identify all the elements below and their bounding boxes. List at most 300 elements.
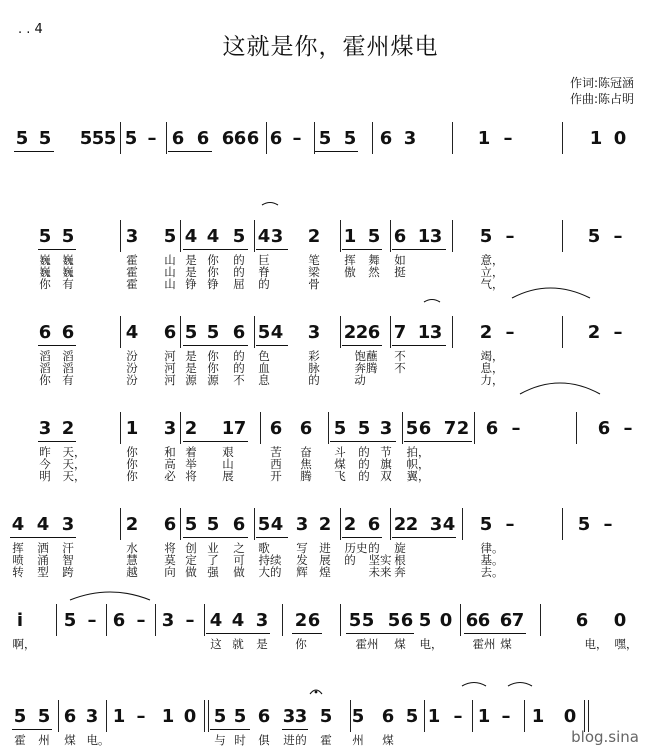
note: –	[505, 322, 515, 343]
lyric-syllable: 汾	[126, 349, 138, 363]
note: 5	[405, 706, 419, 727]
note: 3	[429, 322, 443, 343]
lyric-syllable: 举	[185, 457, 197, 471]
note: 1	[427, 706, 441, 727]
lyric-syllable: 你	[39, 373, 51, 387]
lyric-syllable: 煤	[64, 733, 76, 747]
lyric-syllable: 斗	[334, 445, 346, 459]
lyric-syllable: 不	[233, 373, 245, 387]
lyric-syllable: 发	[296, 553, 308, 567]
lyric-syllable: 的	[368, 541, 380, 555]
lyric-syllable: 巍	[39, 253, 51, 267]
lyric-syllable: 大的	[258, 565, 282, 579]
note: 1	[531, 706, 545, 727]
note: 4	[184, 226, 198, 247]
note: 3	[255, 610, 269, 631]
note: 5	[206, 322, 220, 343]
lyric-syllable: 山	[164, 253, 176, 267]
note: 6	[112, 610, 126, 631]
note: 4	[257, 226, 271, 247]
note: 1	[161, 706, 175, 727]
note: 4	[270, 514, 284, 535]
lyric-syllable: 越	[126, 565, 138, 579]
lyric-syllable: 巨	[258, 253, 270, 267]
lyric-syllable: 色	[258, 349, 270, 363]
note: 5	[361, 610, 375, 631]
note: 2	[307, 226, 321, 247]
note: –	[505, 514, 515, 535]
lyric-syllable: 开	[270, 469, 282, 483]
lyric-syllable: 霍	[14, 733, 26, 747]
lyric-syllable: 舞	[368, 253, 380, 267]
lyric-syllable: 的	[233, 265, 245, 279]
lyric-syllable: 彩	[308, 349, 320, 363]
note: 3	[295, 514, 309, 535]
note: –	[136, 706, 146, 727]
note: 3	[85, 706, 99, 727]
note: 4	[209, 610, 223, 631]
note: 5	[63, 610, 77, 631]
note: 4	[442, 514, 456, 535]
lyric-syllable: 将	[164, 541, 176, 555]
lyric-syllable: 基。	[480, 553, 504, 567]
lyric-syllable: 滔	[39, 349, 51, 363]
lyric-syllable: 源	[185, 373, 197, 387]
note: 5	[37, 706, 51, 727]
lyric-syllable: 汾	[126, 373, 138, 387]
lyric-syllable: 脊	[258, 265, 270, 279]
lyric-syllable: 州	[352, 733, 364, 747]
note: 0	[613, 610, 627, 631]
note: 0	[613, 128, 627, 149]
lyric-syllable: 你	[126, 457, 138, 471]
lyric-syllable: 梁	[308, 265, 320, 279]
lyric-syllable: 这	[210, 637, 222, 651]
lyric-syllable: 滔	[62, 361, 74, 375]
note: –	[623, 418, 633, 439]
note: –	[503, 128, 513, 149]
lyric-syllable: 汗	[62, 541, 74, 555]
note: 6	[379, 128, 393, 149]
note: –	[136, 610, 146, 631]
lyric-syllable: 你	[39, 277, 51, 291]
note: 3	[294, 706, 308, 727]
lyric-syllable: 天，	[62, 445, 86, 459]
note: 6	[400, 610, 414, 631]
note: 6	[63, 706, 77, 727]
lyric-syllable: 天，	[62, 469, 86, 483]
note: –	[613, 226, 623, 247]
lyric-syllable: 奋	[300, 445, 312, 459]
lyric-syllable: 你	[126, 469, 138, 483]
lyric-syllable: 的	[358, 445, 370, 459]
lyric-syllable: 动	[354, 373, 366, 387]
lyric-syllable: 坚实	[368, 553, 392, 567]
note: 5	[257, 514, 271, 535]
lyric-syllable: 饱蘸	[354, 349, 378, 363]
note: 1	[417, 322, 431, 343]
lyric-syllable: 做	[185, 565, 197, 579]
lyric-syllable: 煤	[500, 637, 512, 651]
lyric-syllable: 向	[164, 565, 176, 579]
lyric-syllable: 的	[233, 361, 245, 375]
lyric-syllable: 将	[185, 469, 197, 483]
lyric-syllable: 嘿，	[614, 637, 638, 651]
note: 1	[589, 128, 603, 149]
note: i	[16, 610, 24, 631]
note: –	[511, 418, 521, 439]
note: 5	[257, 322, 271, 343]
lyric-syllable: 高	[164, 457, 176, 471]
note: 5	[38, 226, 52, 247]
note: 7	[233, 418, 247, 439]
note: 2	[343, 514, 357, 535]
lyric-syllable: 煤	[334, 457, 346, 471]
lyric-syllable: 展	[222, 469, 234, 483]
lyric-syllable: 的	[358, 457, 370, 471]
note: 6	[196, 128, 210, 149]
lyric-syllable: 你	[295, 637, 307, 651]
lyric-syllable: 帜，	[406, 457, 430, 471]
lyric-syllable: 展	[319, 553, 331, 567]
key-signature: . . 4	[18, 22, 43, 37]
lyric-syllable: 煤	[394, 637, 406, 651]
note: 3	[163, 418, 177, 439]
lyric-syllable: 双	[380, 469, 392, 483]
lyric-syllable: 你	[126, 445, 138, 459]
note: –	[292, 128, 302, 149]
lyric-syllable: 电。	[86, 733, 110, 747]
note: 2	[405, 514, 419, 535]
note: 5	[103, 128, 117, 149]
lyric-syllable: 你	[207, 265, 219, 279]
note: 2	[125, 514, 139, 535]
note: 6	[38, 322, 52, 343]
lyric-syllable: 挥	[344, 253, 356, 267]
note: 5	[479, 226, 493, 247]
lyric-syllable: 不	[394, 361, 406, 375]
note: 6	[367, 514, 381, 535]
note: 2	[587, 322, 601, 343]
note: 4	[36, 514, 50, 535]
lyric-syllable: 巍	[39, 265, 51, 279]
lyric-syllable: 的	[358, 469, 370, 483]
note: 6	[163, 514, 177, 535]
lyric-syllable: 源	[207, 373, 219, 387]
lyric-syllable: 立，	[480, 265, 504, 279]
note: 2	[355, 322, 369, 343]
lyric-syllable: 霍	[126, 265, 138, 279]
note: 4	[231, 610, 245, 631]
watermark: blog.sina	[571, 728, 639, 746]
lyric-syllable: 如	[394, 253, 406, 267]
lyric-syllable: 电，	[419, 637, 443, 651]
note: 1	[477, 706, 491, 727]
lyric-syllable: 型	[37, 565, 49, 579]
lyric-syllable: 你	[207, 349, 219, 363]
lyric-syllable: 挺	[394, 265, 406, 279]
lyric-syllable: 的	[233, 253, 245, 267]
note: –	[505, 226, 515, 247]
note: 2	[184, 418, 198, 439]
note: 7	[511, 610, 525, 631]
note: 3	[270, 226, 284, 247]
note: 1	[343, 226, 357, 247]
note: 6	[171, 128, 185, 149]
note: 5	[38, 128, 52, 149]
lyric-syllable: 的	[308, 373, 320, 387]
note: 6	[575, 610, 589, 631]
lyric-syllable: 写	[296, 541, 308, 555]
lyric-syllable: 辉	[296, 565, 308, 579]
note: 5	[61, 226, 75, 247]
lyric-syllable: 气，	[480, 277, 504, 291]
note: 5	[124, 128, 138, 149]
lyric-syllable: 腾	[300, 469, 312, 483]
lyric-syllable: 笔	[308, 253, 320, 267]
note: 6	[61, 322, 75, 343]
note: 5	[405, 418, 419, 439]
lyric-syllable: 山	[222, 457, 234, 471]
note: 5	[418, 610, 432, 631]
note: –	[501, 706, 511, 727]
lyric-syllable: 傲	[344, 265, 356, 279]
note: 6	[163, 322, 177, 343]
note: 5	[387, 610, 401, 631]
note: 6	[269, 128, 283, 149]
lyric-syllable: 与	[214, 733, 226, 747]
note: 4	[11, 514, 25, 535]
lyric-syllable: 霍	[126, 253, 138, 267]
note: 6	[381, 706, 395, 727]
note: –	[613, 322, 623, 343]
note: 3	[379, 418, 393, 439]
note: 6	[232, 514, 246, 535]
lyric-syllable: 飞	[334, 469, 346, 483]
lyric-syllable: 苦	[270, 445, 282, 459]
lyric-syllable: 挥	[12, 541, 24, 555]
note: 2	[318, 514, 332, 535]
lyric-syllable: 慧	[126, 553, 138, 567]
lyric-syllable: 河	[164, 349, 176, 363]
lyric-syllable: 竭，	[480, 349, 504, 363]
lyric-syllable: 霍州	[355, 637, 379, 651]
lyric-syllable: 是	[185, 349, 197, 363]
lyric-syllable: 脉	[308, 361, 320, 375]
lyric-syllable: 洒	[37, 541, 49, 555]
lyric-syllable: 进	[283, 733, 295, 747]
note: 2	[456, 418, 470, 439]
lyric-syllable: 时	[234, 733, 246, 747]
lyric-syllable: 歌	[258, 541, 270, 555]
lyric-syllable: 有	[62, 373, 74, 387]
lyric-syllable: 了	[207, 553, 219, 567]
lyric-syllable: 是	[185, 265, 197, 279]
lyric-syllable: 翼，	[406, 469, 430, 483]
lyric-syllable: 不	[394, 349, 406, 363]
lyric-syllable: 天，	[62, 457, 86, 471]
lyric-syllable: 的	[295, 733, 307, 747]
lyric-syllable: 血	[258, 361, 270, 375]
note: 6	[257, 706, 271, 727]
lyric-syllable: 霍州	[472, 637, 496, 651]
note: 5	[351, 706, 365, 727]
note: 6	[393, 226, 407, 247]
note: 5	[348, 610, 362, 631]
lyric-syllable: 必	[164, 469, 176, 483]
note: 7	[393, 322, 407, 343]
lyric-syllable: 息，	[480, 361, 504, 375]
note: 6	[485, 418, 499, 439]
note: 5	[318, 128, 332, 149]
note: 6	[299, 418, 313, 439]
note: 5	[163, 226, 177, 247]
lyric-syllable: 律。	[480, 541, 504, 555]
note: 3	[429, 514, 443, 535]
lyric-syllable: 未来	[368, 565, 392, 579]
note: –	[453, 706, 463, 727]
note: 5	[13, 706, 27, 727]
song-title: 这就是你，霍州煤电	[222, 34, 439, 60]
note: 6	[246, 128, 260, 149]
lyric-syllable: 根	[394, 553, 406, 567]
note: 7	[443, 418, 457, 439]
lyric-syllable: 去。	[480, 565, 504, 579]
note: 6	[233, 128, 247, 149]
lyric-syllable: 可	[233, 553, 245, 567]
note: 5	[91, 128, 105, 149]
note: –	[147, 128, 157, 149]
lyric-syllable: 有	[62, 277, 74, 291]
note: 0	[563, 706, 577, 727]
lyric-syllable: 骨	[308, 277, 320, 291]
lyric-syllable: 旋	[394, 541, 406, 555]
note: 5	[15, 128, 29, 149]
note: 1	[125, 418, 139, 439]
lyric-syllable: 持续	[258, 553, 282, 567]
lyric-syllable: 奔	[394, 565, 406, 579]
lyric-syllable: 今	[39, 457, 51, 471]
lyric-syllable: 强	[207, 565, 219, 579]
note: 1	[112, 706, 126, 727]
note: 5	[213, 706, 227, 727]
note: 3	[125, 226, 139, 247]
lyric-syllable: 业	[207, 541, 219, 555]
lyric-syllable: 拍，	[406, 445, 430, 459]
lyric-syllable: 历史	[344, 541, 368, 555]
note: 3	[38, 418, 52, 439]
lyric-syllable: 的	[344, 553, 356, 567]
note: 1	[417, 226, 431, 247]
note: 3	[282, 706, 296, 727]
note: –	[87, 610, 97, 631]
lyric-syllable: 喷	[12, 553, 24, 567]
lyric-syllable: 转	[12, 565, 24, 579]
lyric-syllable: 然	[368, 265, 380, 279]
lyric-syllable: 定	[185, 553, 197, 567]
lyric-syllable: 煤	[382, 733, 394, 747]
note: 6	[232, 322, 246, 343]
lyric-syllable: 山	[164, 265, 176, 279]
note: 5	[333, 418, 347, 439]
lyric-syllable: 西	[270, 457, 282, 471]
note: 2	[61, 418, 75, 439]
lyric-syllable: 昨	[39, 445, 51, 459]
lyric-syllable: 智	[62, 553, 74, 567]
lyric-syllable: 啊，	[12, 637, 36, 651]
lyric-syllable: 屈	[233, 277, 245, 291]
lyric-syllable: 州	[38, 733, 50, 747]
note: 6	[269, 418, 283, 439]
composer-credit: 作曲:陈占明	[570, 92, 635, 106]
note: 5	[206, 514, 220, 535]
lyric-syllable: 的	[258, 277, 270, 291]
note: –	[185, 610, 195, 631]
note: 5	[184, 514, 198, 535]
lyric-syllable: 山	[164, 277, 176, 291]
note: 1	[477, 128, 491, 149]
lyric-syllable: 旗	[380, 457, 392, 471]
lyric-syllable: 巍	[62, 253, 74, 267]
lyric-syllable: 水	[126, 541, 138, 555]
lyric-syllable: 进	[319, 541, 331, 555]
lyric-syllable: 霍	[126, 277, 138, 291]
lyric-syllable: 河	[164, 373, 176, 387]
note: 1	[221, 418, 235, 439]
note: 5	[367, 226, 381, 247]
note: 5	[577, 514, 591, 535]
lyric-syllable: 的	[233, 349, 245, 363]
lyric-syllable: 霍	[320, 733, 332, 747]
note: 5	[587, 226, 601, 247]
note: 5	[79, 128, 93, 149]
note: 6	[221, 128, 235, 149]
note: 6	[477, 610, 491, 631]
lyric-syllable: 你	[207, 361, 219, 375]
note: 6	[597, 418, 611, 439]
note: –	[603, 514, 613, 535]
lyric-syllable: 俱	[258, 733, 270, 747]
lyric-syllable: 艰	[222, 445, 234, 459]
lyric-syllable: 莫	[164, 553, 176, 567]
note: 2	[393, 514, 407, 535]
note: 5	[357, 418, 371, 439]
lyric-syllable: 电，	[584, 637, 608, 651]
lyric-syllable: 滔	[62, 349, 74, 363]
lyric-syllable: 煌	[319, 565, 331, 579]
note: 6	[465, 610, 479, 631]
lyric-syllable: 跨	[62, 565, 74, 579]
note: 6	[307, 610, 321, 631]
note: 3	[403, 128, 417, 149]
note: 3	[429, 226, 443, 247]
note: 5	[233, 706, 247, 727]
lyric-syllable: 创	[185, 541, 197, 555]
lyric-syllable: 铮	[185, 277, 197, 291]
note: 5	[479, 514, 493, 535]
note: 5	[232, 226, 246, 247]
note: 5	[184, 322, 198, 343]
lyric-syllable: 着	[185, 445, 197, 459]
note: 5	[319, 706, 333, 727]
lyric-syllable: 是	[256, 637, 268, 651]
lyric-syllable: 奔腾	[354, 361, 378, 375]
note: 3	[161, 610, 175, 631]
lyricist-credit: 作词:陈冠涵	[570, 76, 635, 90]
lyric-syllable: 做	[233, 565, 245, 579]
lyric-syllable: 涌	[37, 553, 49, 567]
lyric-syllable: 之	[233, 541, 245, 555]
